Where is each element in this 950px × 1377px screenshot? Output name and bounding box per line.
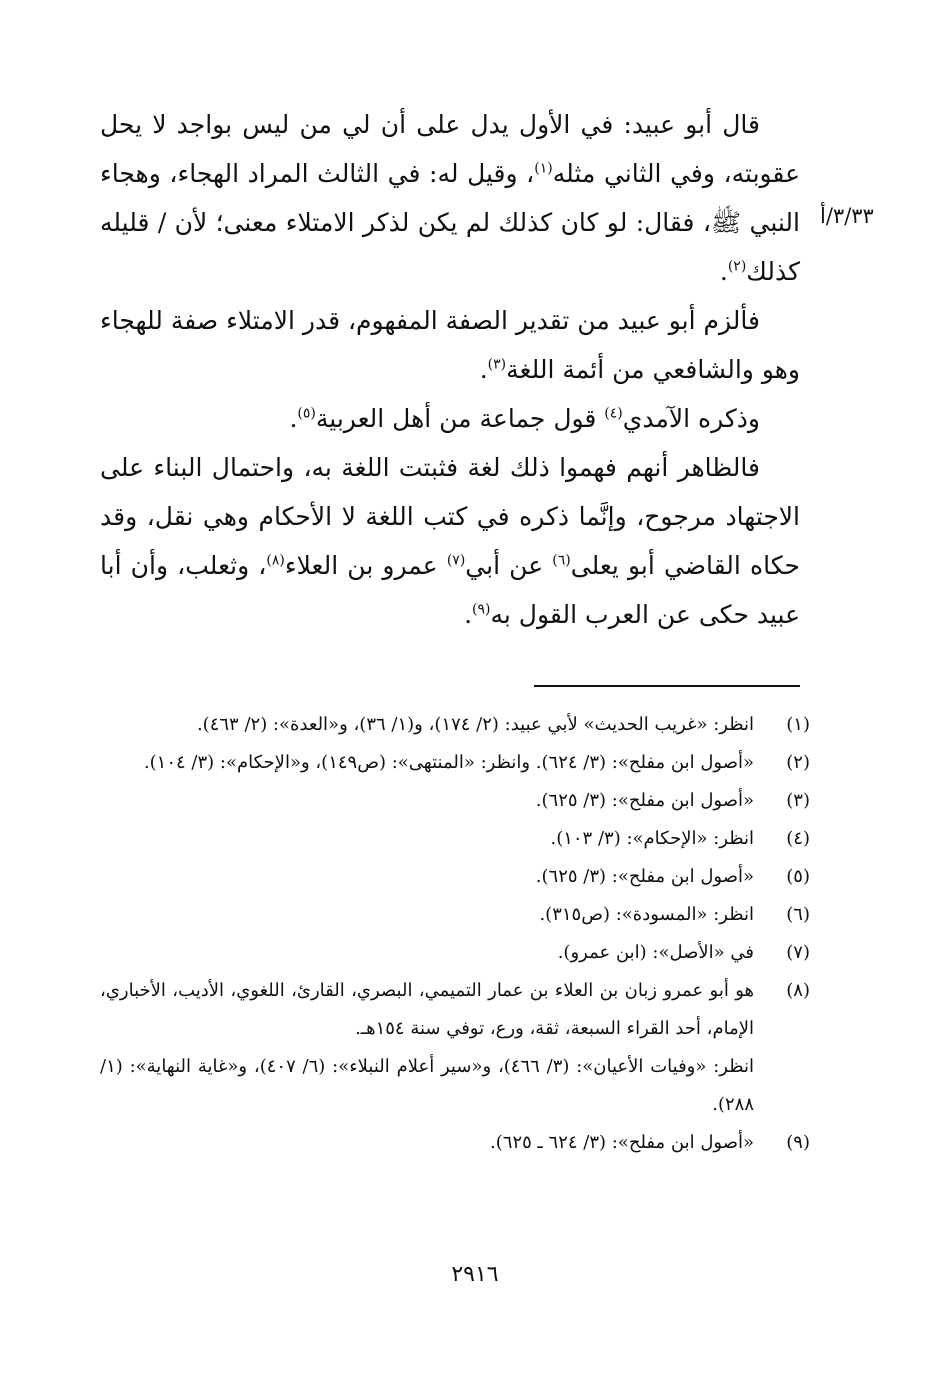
footnote-3: (٣) «أصول ابن مفلح»: (٣/ ٦٢٥). <box>535 790 810 811</box>
footnote-separator <box>534 685 800 687</box>
footnote-8: (٨) هو أبو عمرو زبان بن العلاء بن عمار التميمي، البصري، القارئ، اللغوي، الأديب، الأخباري، الإمام، أحد القراء السبعة، ثقة، ورع، توفي سنة ١٥٤هـ. انظر: «وفيات الأعيان»: (٣/ ٤٦٦)، و«سير أعلام النبلاء»: (٦/ ٤٠٧)، و«غاية النهاية»: (١/ ٢٨٨). <box>100 972 810 1124</box>
footnote-6: (٦) انظر: «المسودة»: (ص٣١٥). <box>539 904 810 925</box>
main-text <box>100 100 800 639</box>
footnote-ref-5: (٥) <box>297 405 316 422</box>
paragraph-3: وذكره الآمدي$^{(٤)}$ قول جماعة من أهل العربية$^{(٥)}$. <box>289 404 760 433</box>
paragraph-2: فألزم أبو عبيد من تقدير الصفة المفهوم، قدر الامتلاء صفة للهجاء وهو والشافعي من أئمة اللغة$^{(٣)}$. <box>100 306 800 384</box>
page-number: ٢٩١٦ <box>451 1262 499 1287</box>
footnote-ref-1: (١) <box>534 160 553 177</box>
footnote-7: (٧) في «الأصل»: (ابن عمرو). <box>557 942 810 963</box>
paragraph-4: فالظاهر أنهم فهموا ذلك لغة فثبتت اللغة به، واحتمال البناء على الاجتهاد مرجوح، وإنَّما ذكره في كتب اللغة لا الأحكام وهي نقل، وقد حكاه القاضي أبو يعلى$^{(٦)}$ عن أبي$^{(٧)}$ عمرو بن العلاء$^{(٨)}$، وثعلب، وأن أبا عبيد حكى عن العرب القول به$^{(٩)}$. <box>100 453 800 629</box>
footnote-8-sources: انظر: «وفيات الأعيان»: (٣/ ٤٦٦)، و«سير أعلام النبلاء»: (٦/ ٤٠٧)، و«غاية النهاية»: (١/ ٢٨٨). <box>100 1056 754 1115</box>
footnote-4: (٤) انظر: «الإحكام»: (٣/ ١٠٣). <box>550 828 810 849</box>
footnote-ref-7: (٧) <box>446 552 466 569</box>
footnote-9: (٩) «أصول ابن مفلح»: (٣/ ٦٢٤ ـ ٦٢٥). <box>490 1132 810 1153</box>
footnote-ref-8: (٨) <box>266 552 285 569</box>
manuscript-folio-reference: ٣/٣٣/أ <box>820 204 874 228</box>
paragraph-1: قال أبو عبيد: في الأول يدل على أن لي من ليس بواجد لا يحل عقوبته، وفي الثاني مثله$^{(١)}$، وقيل له: في الثالث المراد الهجاء، وهجاء النبي ﷺ، فقال: لو كان كذلك لم يكن لذكر الامتلاء معنى؛ لأن / قليله كذلك$^{(٢)}$. <box>100 110 801 286</box>
footnote-ref-6: (٦) <box>552 552 571 569</box>
footnote-ref-9: (٩) <box>472 601 491 618</box>
footnote-5: (٥) «أصول ابن مفلح»: (٣/ ٦٢٥). <box>535 866 810 887</box>
footnotes <box>100 706 810 1162</box>
footnote-2: (٢) «أصول ابن مفلح»: (٣/ ٦٢٤). وانظر: «المنتهى»: (ص١٤٩)، و«الإحكام»: (٣/ ١٠٤). <box>143 752 810 773</box>
footnote-ref-3: (٣) <box>487 356 507 373</box>
footnote-ref-4: (٤) <box>604 405 623 422</box>
footnote-1: (١) انظر: «غريب الحديث» لأبي عبيد: (٢/ ١٧٤)، و(١/ ٣٦)، و«العدة»: (٢/ ٤٦٣). <box>196 714 810 735</box>
footnote-ref-2: (٢) <box>727 258 747 275</box>
